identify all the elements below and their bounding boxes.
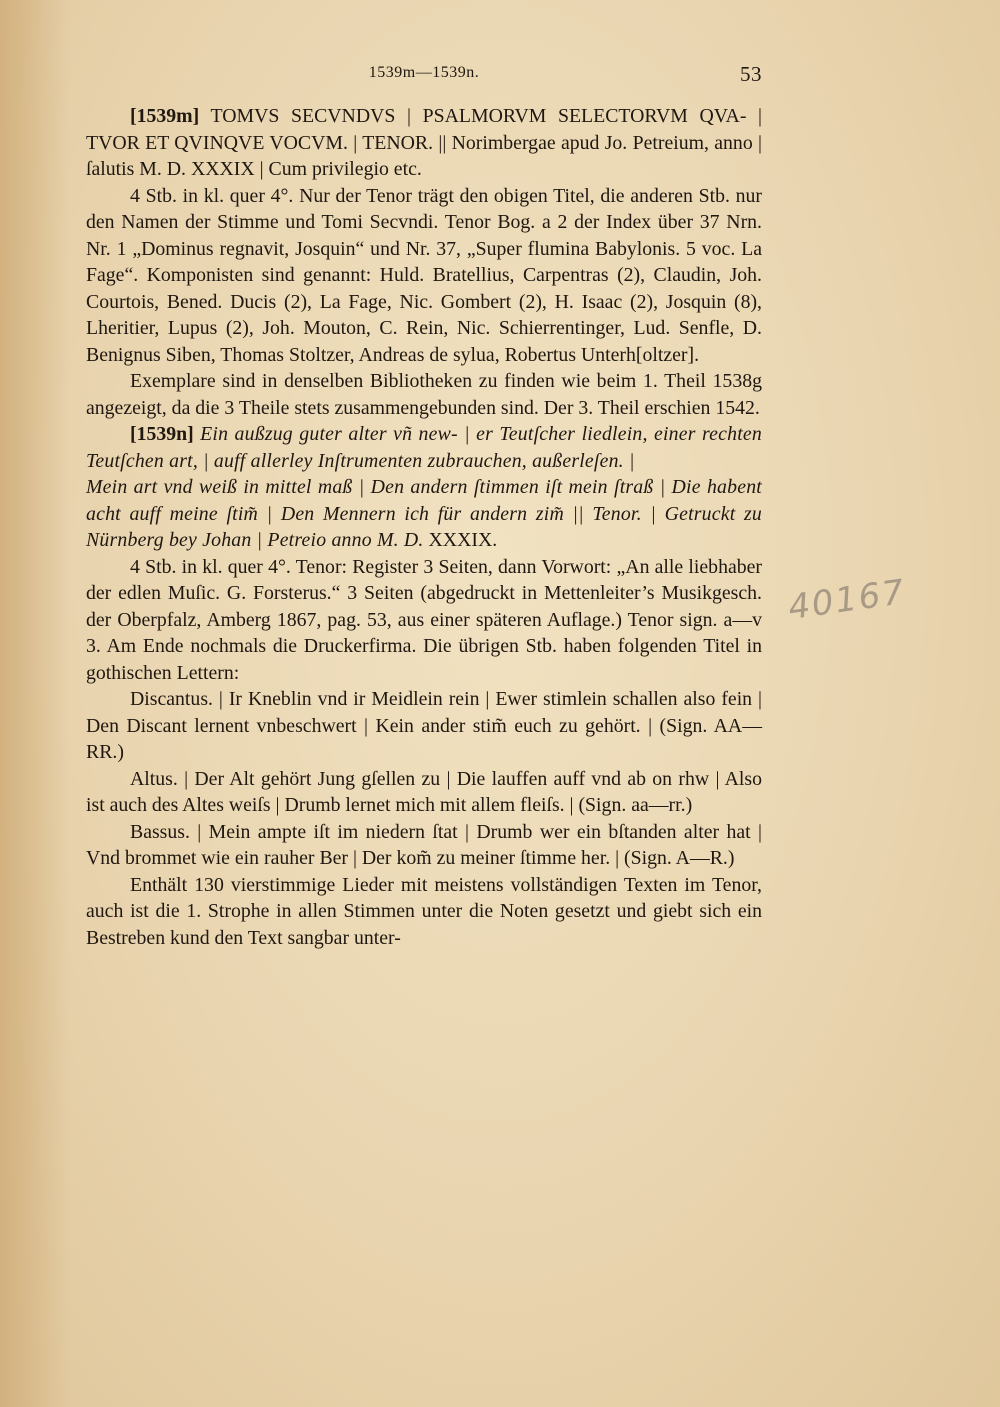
entry-1539n-discantus: Discantus. | Ir Kneblin vnd ir Meidlein rein | Ewer stimlein schallen also fein | Den Discant lernent vnbeschwert | Kein ander stim̃ euch zu gehört. | (Sign. AA—RR.) <box>86 688 762 763</box>
entry-title-text: Ein außzug guter alter vñ new- | er Teutſcher liedlein, einer rechten Teutſchen art, | auff allerley Inſtrumenten zubrauchen, außerleſen. | <box>86 423 762 472</box>
entry-ref: [1539m] <box>130 105 200 127</box>
verse-text: Mein art vnd weiß in mittel maß | Den andern ſtimmen iſt mein ſtraß | Die habent acht auff meine ſtim̃ | Den Mennern ich für andern zim̃ || Tenor. | Getruckt zu Nürnberg bey Johan | Petreio anno M. D. <box>86 476 762 551</box>
entry-title-text: TOMVS SECVNDVS | PSALMORVM SELECTORVM QVA- | TVOR ET QVINQVE VOCVM. | TENOR. || Norimbergae apud Jo. Petreium, anno | ſalutis M. D. XXXIX | Cum privilegio etc. <box>86 105 762 180</box>
running-head <box>86 62 762 90</box>
verse-year: XXXIX. <box>423 529 498 551</box>
catalog-body <box>86 103 762 951</box>
handwritten-margin-note: 40167 <box>785 571 909 629</box>
entry-1539n-contents: Enthält 130 vierstimmige Lieder mit meistens vollständigen Texten im Tenor, auch ist die 1. Strophe in allen Stimmen unter die Noten gesetzt und giebt sich ein Bestreben kund den Text sangbar unter- <box>86 873 762 949</box>
entry-1539m-title <box>86 103 762 183</box>
page-gutter-shadow <box>0 0 70 1407</box>
running-title: 1539m—1539n. <box>368 64 480 81</box>
entry-1539n-description: 4 Stb. in kl. quer 4°. Tenor: Register 3 Seiten, dann Vorwort: „An alle liebhaber der edlen Muſic. G. Forsterus.“ 3 Seiten (abgedruckt in Mettenleiter’s Musikgesch. der Oberpfalz, Amberg 1867, pag. 53, aus einer späteren Auflage.) Tenor sign. a—v 3. Am Ende nochmals die Druckerfirma. Die übrigen Stb. haben folgenden Titel in gothischen Lettern: <box>86 555 762 684</box>
entry-1539m-description: 4 Stb. in kl. quer 4°. Nur der Tenor trägt den obigen Titel, die anderen Stb. nur den Namen der Stimme und Tomi Secvndi. Tenor Bog. a 2 der Index über 37 Nrn. Nr. 1 „Dominus regnavit, Josquin“ und Nr. 37, „Super flumina Babylonis. 5 voc. La Fage“. Komponisten sind genannt: Huld. Bratellius, Carpentras (2), Claudin, Joh. Courtois, Bened. Ducis (2), La Fage, Nic. Gombert (2), H. Isaac (2), Josquin (8), Lheritier, Lupus (2), Joh. Mouton, C. Rein, Nic. Schierrentinger, Lud. Senfle, D. Benignus Siben, Thomas Stoltzer, Andreas de sylua, Robertus Unterh[oltzer]. <box>86 184 762 366</box>
entry-1539n-verse <box>86 474 762 554</box>
entry-1539m-copies: Exemplare sind in denselben Bibliotheken zu finden wie beim 1. Theil 1538g angezeigt, da die 3 Theile stets zusammengebunden sind. Der 3. Theil erschien 1542. <box>86 370 762 419</box>
page-number: 53 <box>740 62 762 86</box>
entry-1539n-altus: Altus. | Der Alt gehört Jung gſellen zu | Die lauffen auff vnd ab on rhw | Also ist auch des Altes weiſs | Drumb lernet mich mit allem fleiſs. | (Sign. aa—rr.) <box>86 767 762 816</box>
entry-1539n-bassus: Bassus. | Mein ampte iſt im niedern ſtat | Drumb wer ein bſtanden alter hat | Vnd brommet wie ein rauher Ber | Der kom̃ zu meiner ſtimme her. | (Sign. A—R.) <box>86 820 762 869</box>
entry-ref: [1539n] <box>130 423 194 445</box>
entry-1539n-title <box>86 421 762 474</box>
